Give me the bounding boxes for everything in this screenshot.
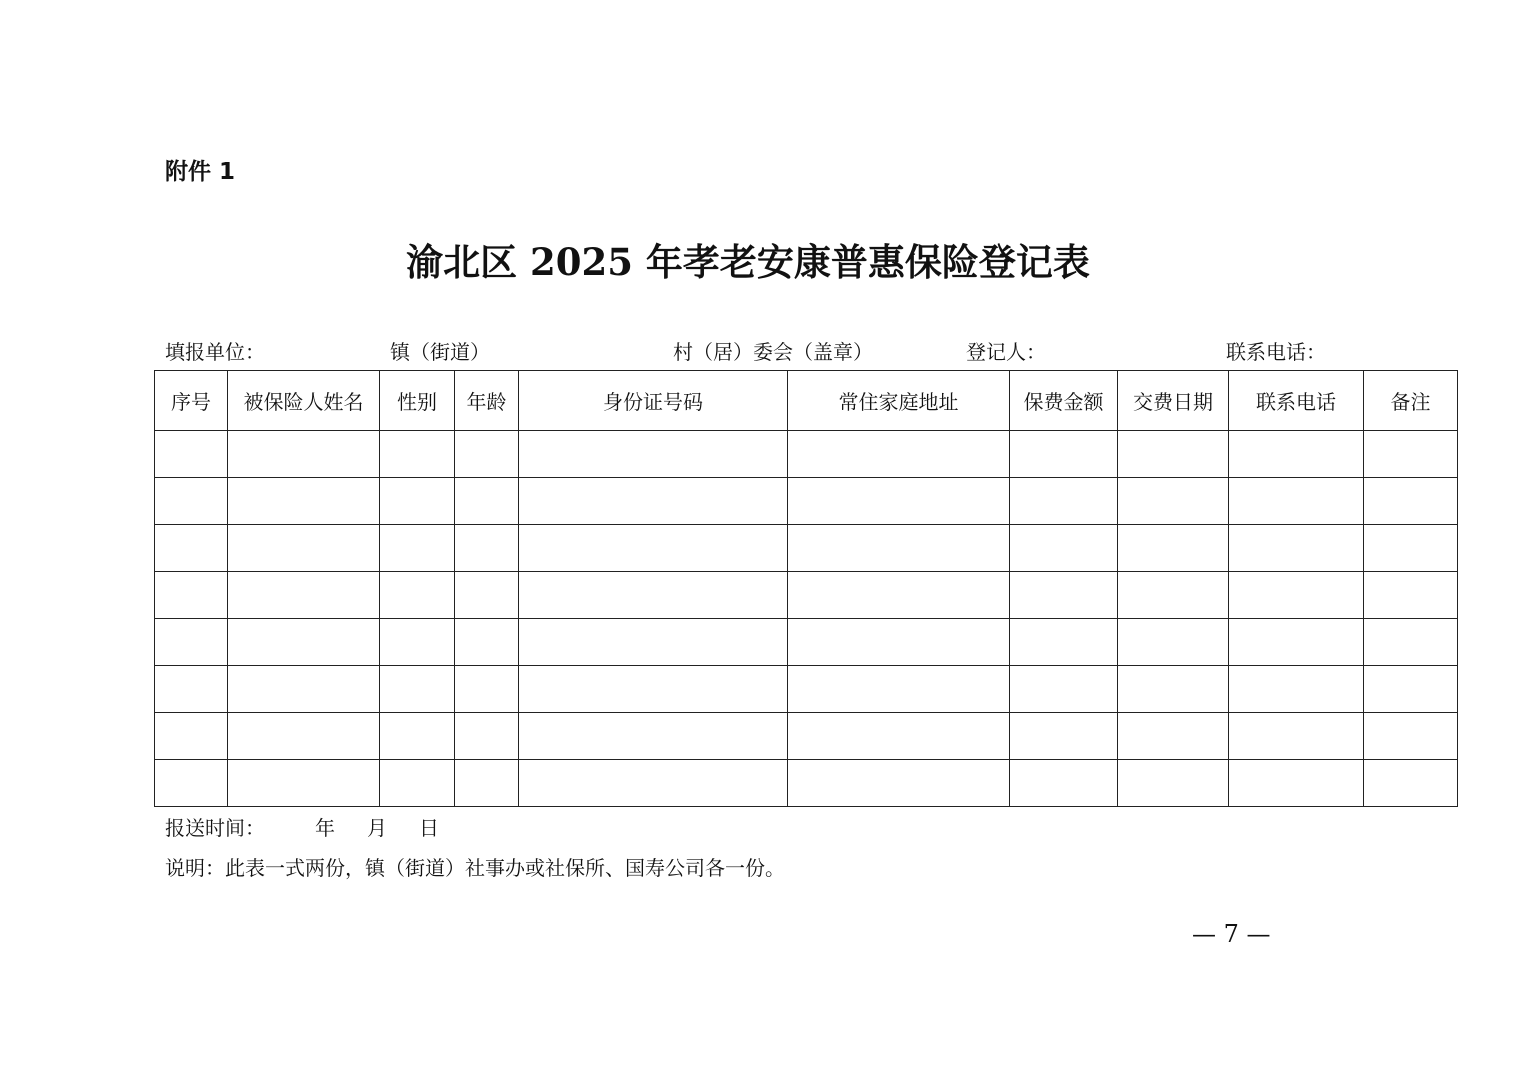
form-title: 渝北区 2025 年孝老安康普惠保险登记表 bbox=[406, 240, 1090, 284]
table-cell[interactable] bbox=[455, 525, 519, 572]
column-header-insured-name: 被保险人姓名 bbox=[228, 371, 380, 431]
table-cell[interactable] bbox=[228, 431, 380, 478]
table-cell[interactable] bbox=[455, 431, 519, 478]
column-header-gender: 性别 bbox=[380, 371, 455, 431]
registration-table bbox=[154, 370, 1458, 807]
attachment-label: 附件 1 bbox=[165, 159, 236, 185]
table-cell[interactable] bbox=[380, 572, 455, 619]
form-note: 说明：此表一式两份，镇（街道）社事办或社保所、国寿公司各一份。 bbox=[165, 856, 785, 880]
table-cell[interactable] bbox=[1118, 572, 1229, 619]
table-cell[interactable] bbox=[519, 619, 788, 666]
column-header-age: 年龄 bbox=[455, 371, 519, 431]
table-cell[interactable] bbox=[155, 572, 228, 619]
table-cell[interactable] bbox=[1010, 572, 1118, 619]
column-header-phone: 联系电话 bbox=[1229, 371, 1364, 431]
column-header-address: 常住家庭地址 bbox=[788, 371, 1010, 431]
table-cell[interactable] bbox=[1118, 713, 1229, 760]
table-cell[interactable] bbox=[1010, 478, 1118, 525]
table-header-row bbox=[155, 371, 1458, 431]
table-cell[interactable] bbox=[788, 666, 1010, 713]
field-town-label: 镇（街道） bbox=[390, 340, 490, 364]
table-cell[interactable] bbox=[455, 760, 519, 807]
table-row bbox=[155, 525, 1458, 572]
table-cell[interactable] bbox=[519, 525, 788, 572]
table-cell[interactable] bbox=[155, 666, 228, 713]
table-cell[interactable] bbox=[380, 525, 455, 572]
table-row bbox=[155, 478, 1458, 525]
table-cell[interactable] bbox=[1010, 431, 1118, 478]
report-time-year: 年 bbox=[315, 816, 335, 840]
table-cell[interactable] bbox=[380, 713, 455, 760]
report-time-label: 报送时间： bbox=[165, 816, 265, 840]
table-cell[interactable] bbox=[1229, 431, 1364, 478]
table-cell[interactable] bbox=[1229, 713, 1364, 760]
table-cell[interactable] bbox=[1364, 666, 1458, 713]
table-cell[interactable] bbox=[788, 478, 1010, 525]
table-cell[interactable] bbox=[155, 478, 228, 525]
table-cell[interactable] bbox=[455, 478, 519, 525]
table-cell[interactable] bbox=[228, 572, 380, 619]
table-cell[interactable] bbox=[1364, 760, 1458, 807]
table-row bbox=[155, 572, 1458, 619]
table-cell[interactable] bbox=[1364, 525, 1458, 572]
column-header-remarks: 备注 bbox=[1364, 371, 1458, 431]
table-cell[interactable] bbox=[228, 713, 380, 760]
table-row bbox=[155, 431, 1458, 478]
table-cell[interactable] bbox=[1118, 619, 1229, 666]
column-header-id-number: 身份证号码 bbox=[519, 371, 788, 431]
table-cell[interactable] bbox=[1010, 525, 1118, 572]
field-village-label: 村（居）委会（盖章） bbox=[673, 340, 873, 364]
table-cell[interactable] bbox=[380, 431, 455, 478]
table-cell[interactable] bbox=[228, 478, 380, 525]
table-cell[interactable] bbox=[519, 760, 788, 807]
table-cell[interactable] bbox=[1229, 478, 1364, 525]
table-cell[interactable] bbox=[455, 619, 519, 666]
table-row bbox=[155, 760, 1458, 807]
table-cell[interactable] bbox=[788, 525, 1010, 572]
field-registrar-label: 登记人： bbox=[966, 340, 1046, 364]
table-cell[interactable] bbox=[228, 525, 380, 572]
table-cell[interactable] bbox=[1364, 478, 1458, 525]
table-cell[interactable] bbox=[1364, 713, 1458, 760]
table-cell[interactable] bbox=[380, 619, 455, 666]
page-number: — 7 — bbox=[1192, 920, 1271, 948]
column-header-payment-date: 交费日期 bbox=[1118, 371, 1229, 431]
table-cell[interactable] bbox=[788, 713, 1010, 760]
table-row bbox=[155, 619, 1458, 666]
table-cell[interactable] bbox=[519, 572, 788, 619]
table-cell[interactable] bbox=[455, 666, 519, 713]
table-cell[interactable] bbox=[519, 431, 788, 478]
field-unit-label: 填报单位： bbox=[165, 340, 265, 364]
table-body bbox=[155, 431, 1458, 807]
table-cell[interactable] bbox=[1364, 619, 1458, 666]
table-cell[interactable] bbox=[1118, 431, 1229, 478]
report-time-line bbox=[165, 814, 439, 842]
column-header-premium: 保费金额 bbox=[1010, 371, 1118, 431]
table-cell[interactable] bbox=[228, 666, 380, 713]
table-cell[interactable] bbox=[1364, 431, 1458, 478]
table-cell[interactable] bbox=[788, 619, 1010, 666]
table-cell[interactable] bbox=[1229, 572, 1364, 619]
table-cell[interactable] bbox=[155, 760, 228, 807]
table-cell[interactable] bbox=[1118, 478, 1229, 525]
table-cell[interactable] bbox=[455, 572, 519, 619]
table-cell[interactable] bbox=[519, 478, 788, 525]
table-cell[interactable] bbox=[1010, 666, 1118, 713]
table-cell[interactable] bbox=[1010, 713, 1118, 760]
table-cell[interactable] bbox=[1010, 619, 1118, 666]
table-row bbox=[155, 666, 1458, 713]
table-row bbox=[155, 713, 1458, 760]
table-cell[interactable] bbox=[788, 431, 1010, 478]
table-cell[interactable] bbox=[380, 478, 455, 525]
table-cell[interactable] bbox=[455, 713, 519, 760]
table-cell[interactable] bbox=[519, 713, 788, 760]
report-time-day: 日 bbox=[419, 816, 439, 840]
table-cell[interactable] bbox=[1229, 666, 1364, 713]
table-cell[interactable] bbox=[155, 431, 228, 478]
table-cell[interactable] bbox=[1229, 760, 1364, 807]
table-cell[interactable] bbox=[155, 525, 228, 572]
table-cell[interactable] bbox=[1229, 525, 1364, 572]
table-cell[interactable] bbox=[380, 666, 455, 713]
table-cell[interactable] bbox=[788, 760, 1010, 807]
table-cell[interactable] bbox=[1118, 760, 1229, 807]
table-cell[interactable] bbox=[788, 572, 1010, 619]
table-cell[interactable] bbox=[1229, 619, 1364, 666]
table-cell[interactable] bbox=[1118, 525, 1229, 572]
column-header-serial: 序号 bbox=[155, 371, 228, 431]
table-cell[interactable] bbox=[1010, 760, 1118, 807]
table-cell[interactable] bbox=[1364, 572, 1458, 619]
table-cell[interactable] bbox=[228, 760, 380, 807]
table-cell[interactable] bbox=[155, 619, 228, 666]
table-cell[interactable] bbox=[380, 760, 455, 807]
table-cell[interactable] bbox=[519, 666, 788, 713]
table-cell[interactable] bbox=[1118, 666, 1229, 713]
report-time-month: 月 bbox=[367, 816, 387, 840]
table-cell[interactable] bbox=[228, 619, 380, 666]
field-phone-label: 联系电话： bbox=[1226, 340, 1326, 364]
table-cell[interactable] bbox=[155, 713, 228, 760]
